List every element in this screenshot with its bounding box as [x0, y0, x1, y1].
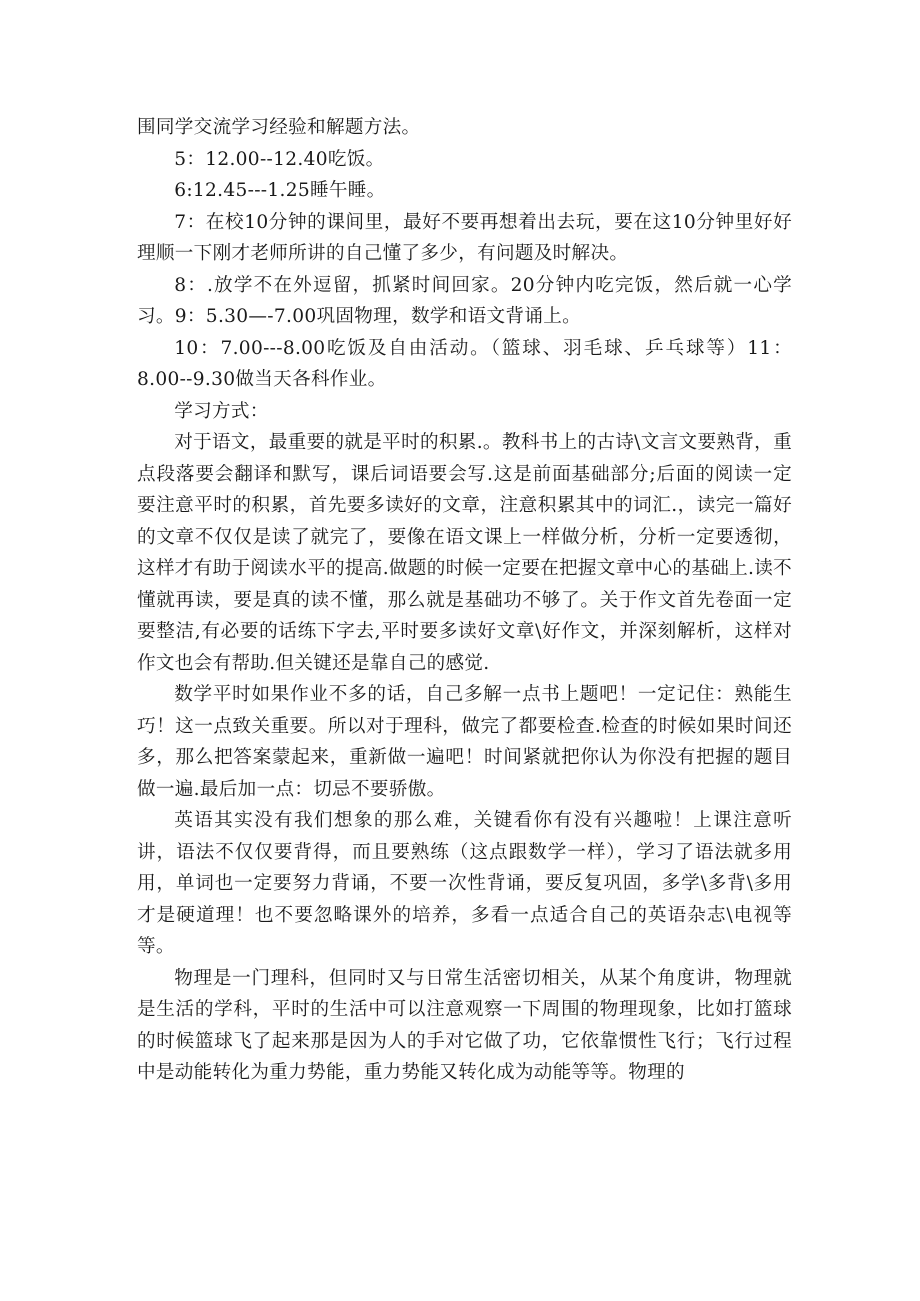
schedule-item-5: 5：12.00--12.40吃饭。: [174, 148, 385, 170]
schedule-item-7: 7：在校10分钟的课间里，最好不要再想着出去玩，要在这10分钟里好好理顺一下刚才老师所讲的自己懂了多少，有问题及时解决。: [137, 211, 792, 264]
paragraph-continuation: 围同学交流学习经验和解题方法。: [137, 117, 421, 138]
schedule-item-8-9: 8：.放学不在外逗留，抓紧时间回家。20分钟内吃完饭，然后就一心学习。9：5.30—-7.00巩固物理，数学和语文背诵上。: [137, 274, 792, 327]
paragraph-english: 英语其实没有我们想象的那么难，关键看你有没有兴趣啦！上课注意听讲，语法不仅仅要背得，而且要熟练（这点跟数学一样），学习了语法就多用用，单词也一定要努力背诵，不要一次性背诵，要反复巩固，多学\多背\多用才是硬道理！也不要忽略课外的培养，多看一点适合自己的英语杂志\电视等等。: [137, 810, 792, 957]
paragraph-math: 数学平时如果作业不多的话，自己多解一点书上题吧！一定记住：熟能生巧！这一点致关重要。所以对于理科，做完了都要检查.检查的时候如果时间还多，那么把答案蒙起来，重新做一遍吧！时间紧就把你认为你没有把握的题目做一遍.最后加一点：切忌不要骄傲。: [137, 684, 792, 800]
section-heading-study-methods: 学习方式：: [174, 400, 269, 422]
paragraph-physics: 物理是一门理科，但同时又与日常生活密切相关，从某个角度讲，物理就是生活的学科，平时的生活中可以注意观察一下周围的物理现象，比如打篮球的时候篮球飞了起来那是因为人的手对它做了功，它依靠惯性飞行；飞行过程中是动能转化为重力势能，重力势能又转化成为动能等等。物理的: [137, 967, 792, 1083]
paragraph-chinese: 对于语文，最重要的就是平时的积累.。教科书上的古诗\文言文要熟背，重点段落要会翻译和默写，课后词语要会写.这是前面基础部分;后面的阅读一定要注意平时的积累，首先要多读好的文章，注意积累其中的词汇.，读完一篇好的文章不仅仅是读了就完了，要像在语文课上一样做分析，分析一定要透彻，这样才有助于阅读水平的提高.做题的时候一定要在把握文章中心的基础上.读不懂就再读，要是真的读不懂，那么就是基础功不够了。关于作文首先卷面一定要整洁,有必要的话练下字去,平时要多读好文章\好作文，并深刻解析，这样对作文也会有帮助.但关键还是靠自己的感觉.: [137, 432, 792, 674]
document-page: [137, 112, 792, 1089]
schedule-item-6: 6:12.45---1.25睡午睡。: [174, 180, 386, 201]
schedule-item-10-11: 10：7.00---8.00吃饭及自由活动。（篮球、羽毛球、乒乓球等）11：8.00--9.30做当天各科作业。: [137, 337, 792, 390]
